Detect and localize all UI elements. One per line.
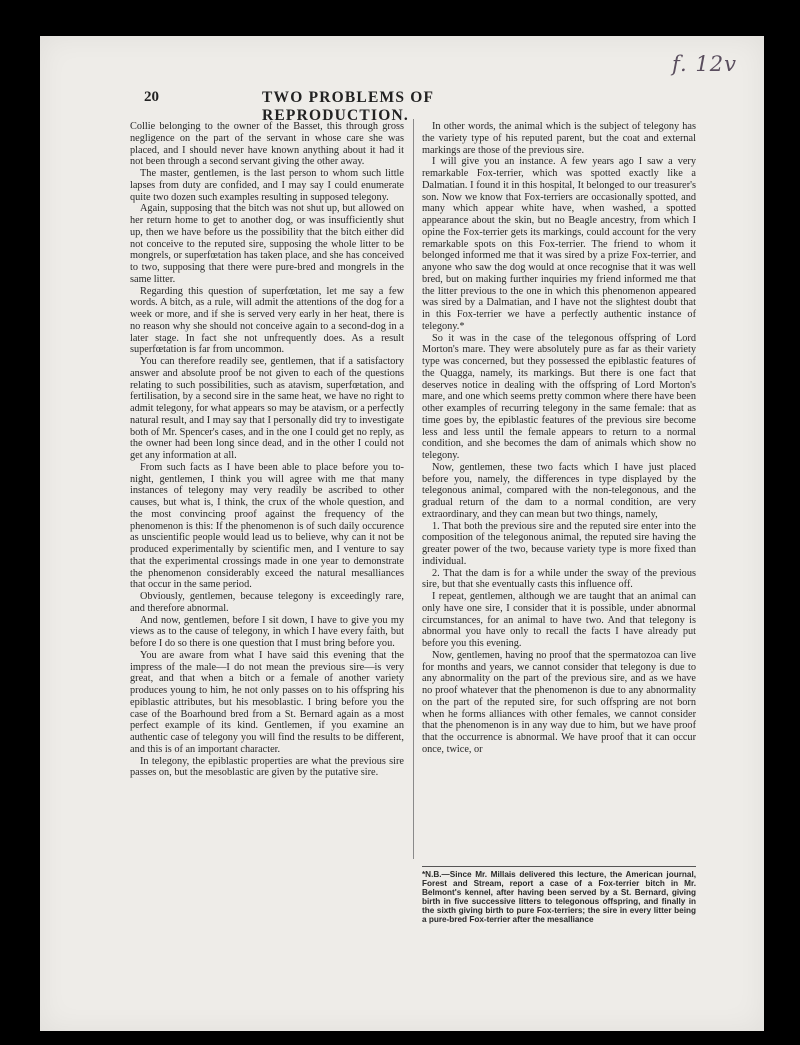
paragraph: From such facts as I have been able to place before you to-night, gentlemen, I think you will agree with me that many instances of telegony may very readily be ascribed to other causes, but what is, I think, the crux of the whole question, and the most convincing proof against the frequency of the phenomenon is this: If the phenomenon is of such daily occurence as unscientific people would lead us to believe, why can it not be produced experimentally by scientific men, and I venture to say that the experimental crossings made in one year to demonstrate the phenomenon considerably exceed the natural mesalliances that occur in the same period. [130, 461, 404, 591]
paragraph: I will give you an instance. A few years ago I saw a very remarkable Fox-terrier, which was spotted exactly like a Dalmatian. I found it in this hospital, It belonged to our treasurer's son. Now we know that Fox-terriers are occasionally spotted, and many which appear white have, when washed, a spotted appearance about the skin, but no Beagle ancestry, from which I opine the Fox-terrier gets its markings, could account for the very remarkable spots on this Fox-terrier. The friend to whom it belonged informed me that it was sired by a prize Fox-terrier, and anyone who saw the dog would at once recognise that it was well bred, but on making further inquiries my friend informed me that the litter previous to the one in which this phenomenon appeared was sired by a Dalmatian, and I have not the slightest doubt that in this Fox-terrier we have a perfectly authentic instance of telegony.* [422, 156, 696, 332]
numbered-point: 1. That both the previous sire and the reputed sire enter into the composition of the telegonous animal, the reputed sire having the greater power of the two, because variety type is more fixed than individual. [422, 520, 696, 567]
paragraph: Now, gentlemen, these two facts which I have just placed before you, namely, the differences in type displayed by the telegonous animal, compared with the non-telegonous, and the gradual return of the dam to a normal condition, are very extraordinary, and they can mean but two things, namely, [422, 461, 696, 520]
column-divider [413, 119, 414, 859]
paragraph: Obviously, gentlemen, because telegony is exceedingly rare, and therefore abnormal. [130, 591, 404, 614]
paragraph: So it was in the case of the telegonous offspring of Lord Morton's mare. They were absolutely pure as far as their variety type was concerned, but they possessed the epiblastic features of the Quagga, namely, its markings. But there is one fact that deserves notice in dealing with the offspring of Lord Morton's mare, and one which seems pretty common where there have been other examples of recurring telegony in the same female: that as time goes by, the epiblastic features of the previous sire become less and less until the female appears to return to a normal condition, and she becomes the dam of animals which show no telegony. [422, 332, 696, 461]
folio-handwritten-note: f. 12v [672, 52, 737, 76]
paragraph: I repeat, gentlemen, although we are taught that an animal can only have one sire, I consider that it is possible, under abnormal circumstances, for an animal to have two. And that telegony is abnormal you have only to recall the facts I have already put before you this evening. [422, 591, 696, 649]
paragraph: You can therefore readily see, gentlemen, that if a satisfactory answer and absolute proof be not given to each of the questions relating to such possibilities, such as atavism, superfœtation, and fertilisation, by a second sire in the same heat, we have no right to admit telegony, for what appears so may be atavism, or a perfectly natural result, and I may say that I personally did try to investigate both of Mr. Spencer's cases, and in the one I could get no reply, as the owner had been long since dead, and in the other I could not get any information at all. [130, 356, 404, 461]
right-column [422, 121, 696, 756]
paragraph: You are aware from what I have said this evening that the impress of the male—I do not mean the previous sire—is very great, and that when a bitch or a female of another variety produces young to him, he not only passes on to his offspring his epiblastic attributes, but his mesoblastic. I bring before you the case of the Boarhound bred from a St. Bernard again as a most perfect example of its kind. Gentlemen, if you examine an authentic case of telegony you will find the results to be different, and this is of an important character. [130, 649, 404, 755]
paragraph: The master, gentlemen, is the last person to whom such little lapses from duty are confided, and I may say I could enumerate quite two dozen such examples resulting in supposed telegony. [130, 168, 404, 203]
paragraph: Again, supposing that the bitch was not shut up, but allowed on her return home to get to another dog, or was insufficiently shut up, then we have before us the possibility that the bitch either did not conceive to the reputed sire, supposing the whole litter to be mongrels, or superfœtation has taken place, and she has conceived to two, supposing that there were pure-bred and mongrels in the same litter. [130, 203, 404, 285]
paragraph: And now, gentlemen, before I sit down, I have to give you my views as to the cause of telegony, in which I have every faith, but before I do so there is one question that I must bring before you. [130, 614, 404, 649]
running-title: TWO PROBLEMS OF REPRODUCTION. [262, 89, 434, 124]
paragraph: In telegony, the epiblastic properties are what the previous sire passes on, but the mesoblastic are given by the putative sire. [130, 755, 404, 779]
paragraph: Now, gentlemen, having no proof that the spermatozoa can live for months and years, we cannot consider that telegony is due to any abnormality on the part of the previous sire, and as we have no proof whatever that the phenomenon is due to any abnormality on the part of the reputed sire, for such offspring are not born when he forms alliances with other females, we cannot consider that the phenomenon is in any way due to him, but we have proof that the occurrence is abnormal. We have proof that it can occur once, twice, or [422, 649, 696, 755]
page-number: 20 [144, 89, 159, 105]
paragraph: In other words, the animal which is the subject of telegony has the variety type of his reputed parent, but the coat and external markings are those of the previous sire. [422, 121, 696, 156]
footnote-rule [422, 866, 696, 867]
footnote: *N.B.—Since Mr. Millais delivered this lecture, the American journal, Forest and Stream, report a case of a Fox-terrier bitch in Mr. Belmont's kennel, after having been served by a St. Bernard, giving birth in five successive litters to telegonous offspring, and finally in the sixth giving birth to pure Fox-terriers; the sire in every litter being a pure-bred Fox-terrier after the mesalliance [422, 870, 696, 925]
paragraph: Collie belonging to the owner of the Basset, this through gross negligence on the part of the servant in whose care she was placed, and I should never have known anything about it had it not been through a second servant giving the other away. [130, 121, 404, 168]
left-column [130, 121, 404, 779]
page-header [144, 89, 568, 124]
paragraph: Regarding this question of superfœtation, let me say a few words. A bitch, as a rule, will admit the attentions of the dog for a week or more, and if she is served very early in her heat, there is no reason why she should not conceive again to a second-dog in a later stage. In fact she not unfrequently does. As a result superfœtation is far from uncommon. [130, 285, 404, 356]
numbered-point: 2. That the dam is for a while under the sway of the previous sire, but that she eventually casts this influence off. [422, 567, 696, 591]
